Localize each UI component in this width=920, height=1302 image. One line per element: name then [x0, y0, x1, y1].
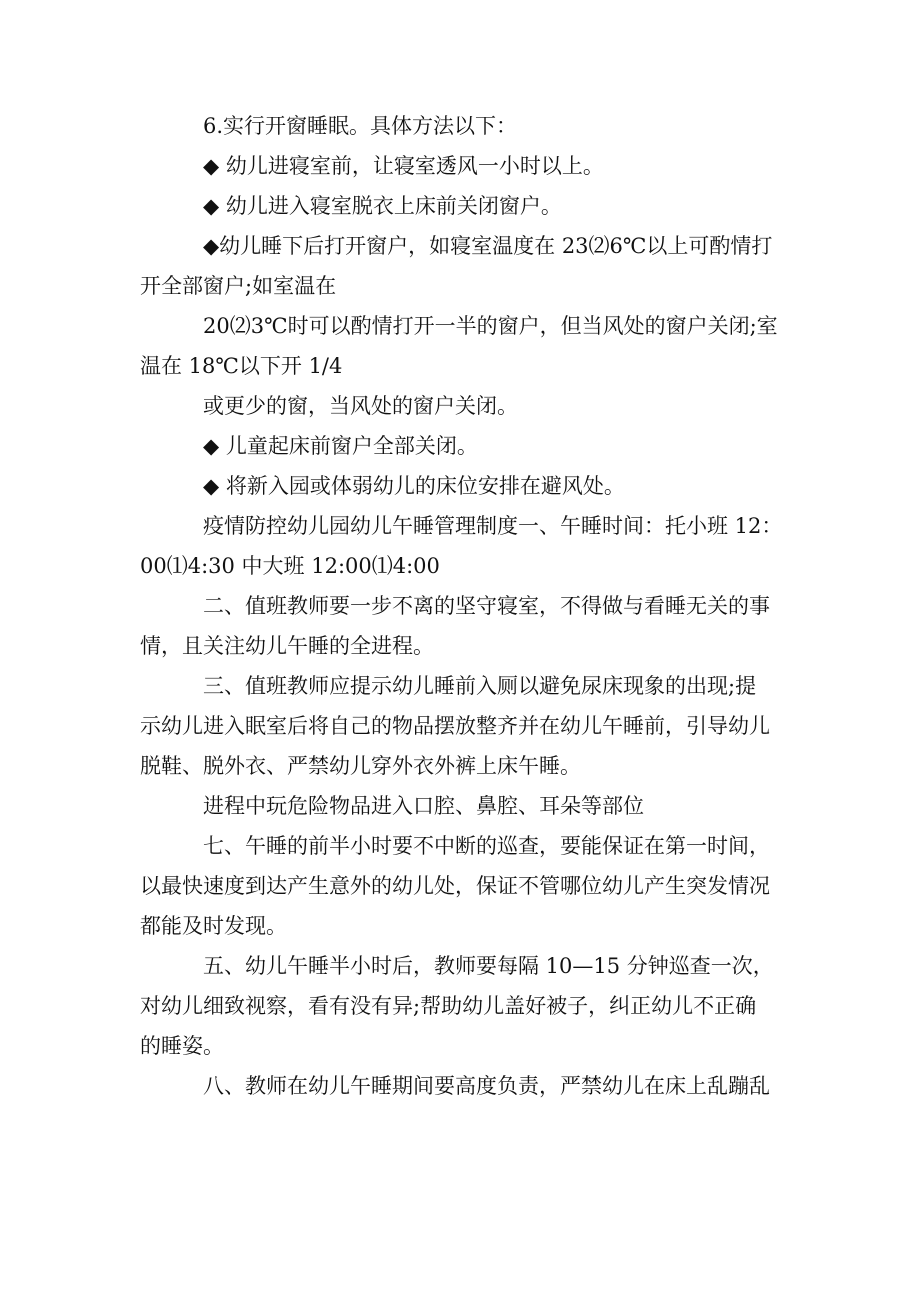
paragraph-line: 对幼儿细致视察，看有没有异;帮助幼儿盖好被子，纠正幼儿不正确: [140, 994, 757, 1018]
bullet-line: ◆ 幼儿进寝室前，让寝室透风一小时以上。: [203, 154, 604, 178]
paragraph-line: 情，且关注幼儿午睡的全进程。: [140, 634, 434, 658]
bullet-line: ◆幼儿睡下后打开窗户，如寝室温度在 23⑵6℃以上可酌情打: [203, 234, 773, 258]
paragraph-line: 都能及时发现。: [140, 914, 287, 938]
paragraph-line: 温在 18℃以下开 1/4: [140, 354, 343, 378]
bullet-line: ◆ 幼儿进入寝室脱衣上床前关闭窗户。: [203, 194, 562, 218]
paragraph-line: 八、教师在幼儿午睡期间要高度负责，严禁幼儿在床上乱蹦乱: [203, 1074, 770, 1098]
paragraph-line: 二、值班教师要一步不离的坚守寝室，不得做与看睡无关的事: [203, 594, 770, 618]
paragraph-line: 或更少的窗，当风处的窗户关闭。: [203, 394, 518, 418]
bullet-line: ◆ 将新入园或体弱幼儿的床位安排在避风处。: [203, 474, 625, 498]
paragraph-line: 20⑵3℃时可以酌情打开一半的窗户，但当风处的窗户关闭;室: [203, 314, 778, 338]
paragraph-line: 脱鞋、脱外衣、严禁幼儿穿外衣外裤上床午睡。: [140, 754, 581, 778]
paragraph-line: 进程中玩危险物品进入口腔、鼻腔、耳朵等部位: [203, 794, 644, 818]
document-body: [140, 106, 785, 1106]
paragraph-line: 6.实行开窗睡眠。具体方法以下：: [203, 114, 518, 138]
paragraph-line: 开全部窗户;如室温在: [140, 274, 337, 298]
paragraph-line: 00⑴4:30 中大班 12:00⑴4:00: [140, 554, 440, 578]
paragraph-line: 疫情防控幼儿园幼儿午睡管理制度一、午睡时间：托小班 12：: [203, 514, 783, 538]
paragraph-line: 五、幼儿午睡半小时后，教师要每隔 10—15 分钟巡查一次，: [203, 954, 774, 978]
paragraph-line: 七、午睡的前半小时要不中断的巡查，要能保证在第一时间，: [203, 834, 770, 858]
paragraph-line: 三、值班教师应提示幼儿睡前入厕以避免尿床现象的出现;提: [203, 674, 757, 698]
bullet-line: ◆ 儿童起床前窗户全部关闭。: [203, 434, 478, 458]
paragraph-line: 以最快速度到达产生意外的幼儿处，保证不管哪位幼儿产生突发情况: [140, 874, 770, 898]
paragraph-line: 的睡姿。: [140, 1034, 224, 1058]
paragraph-line: 示幼儿进入眠室后将自己的物品摆放整齐并在幼儿午睡前，引导幼儿: [140, 714, 770, 738]
